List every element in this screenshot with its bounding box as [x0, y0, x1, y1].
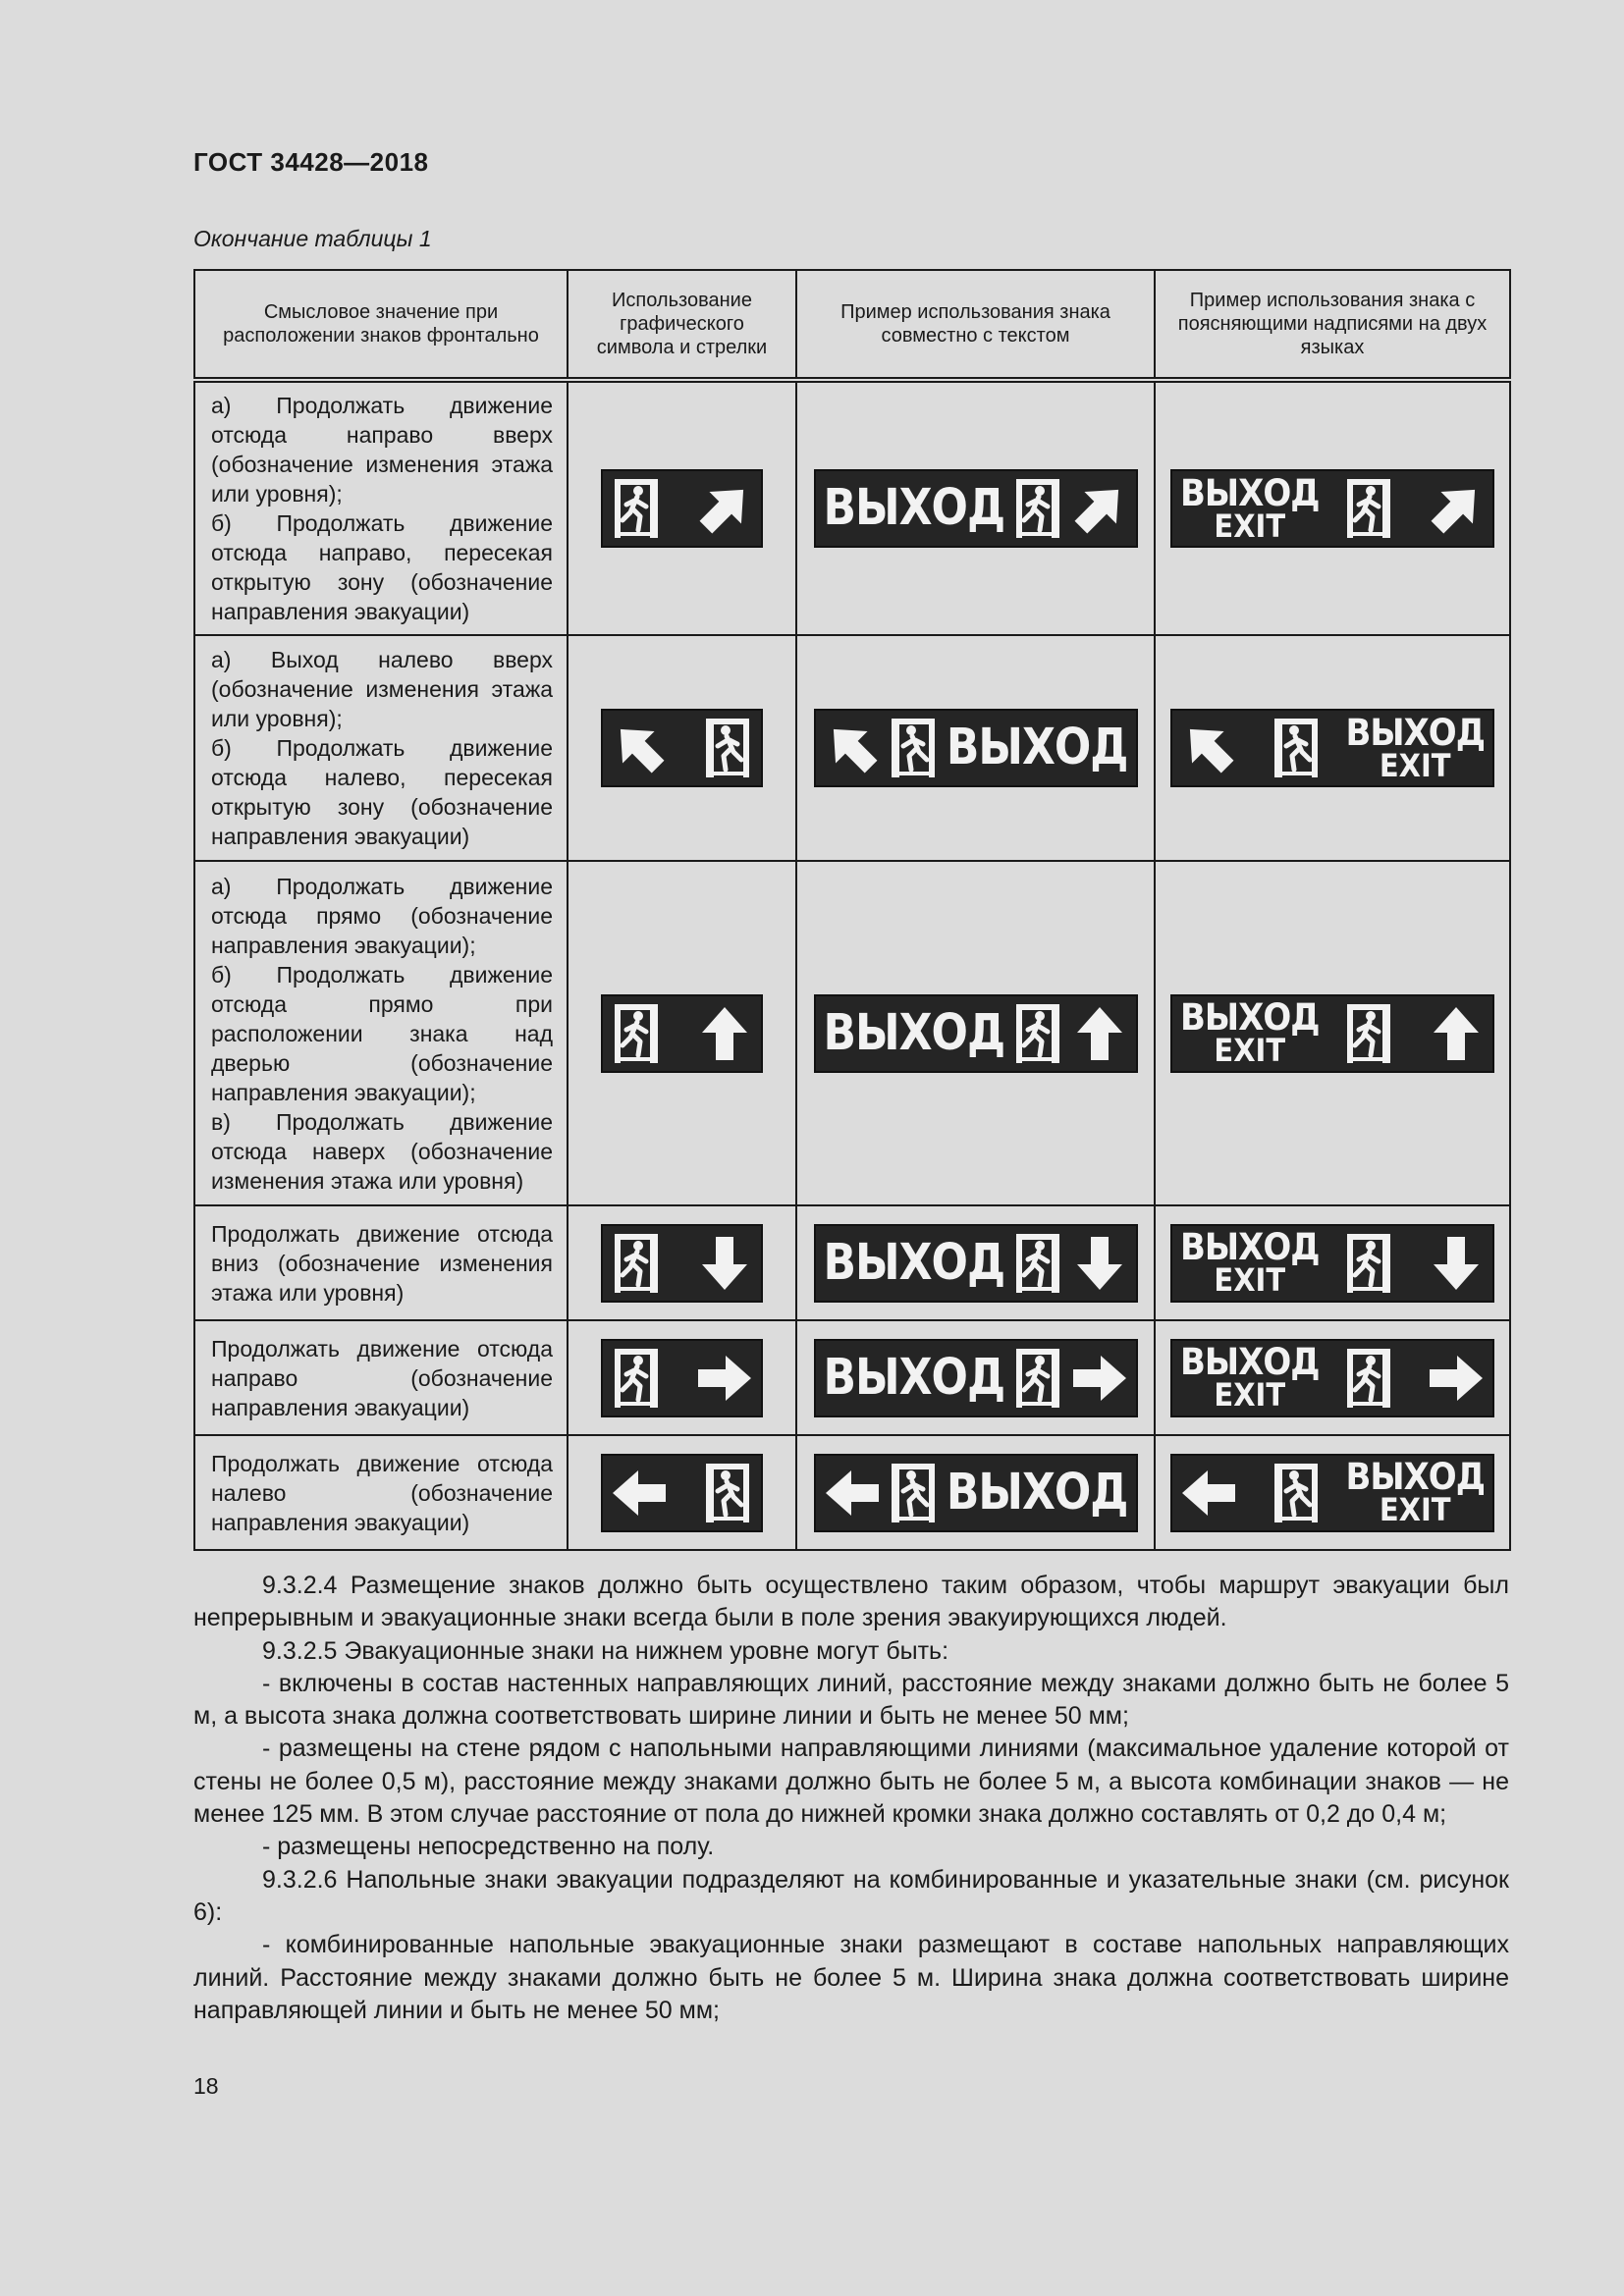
arrow-right-icon [1428, 1348, 1485, 1409]
arrow-up-icon [1071, 1003, 1128, 1064]
meaning-text: б) Продолжать движение отсюда прямо при расположении знака над дверью (обозначение направления эвакуации); [211, 961, 553, 1105]
table-row [194, 635, 1510, 861]
symbol-cell [568, 1320, 796, 1435]
column-header: Смысловое значение при расположении знаков фронтально [194, 270, 568, 380]
text-sign [814, 709, 1138, 787]
signs-table [193, 269, 1511, 1551]
text-sign [814, 1454, 1138, 1532]
meaning-cell [194, 861, 568, 1205]
symbol-sign [601, 1339, 763, 1417]
running-man-icon [611, 1347, 662, 1410]
running-man-icon [1012, 477, 1063, 540]
table-row [194, 861, 1510, 1205]
bilingual-sign [1170, 1454, 1494, 1532]
running-man-icon [1012, 1347, 1063, 1410]
symbol-cell [568, 1205, 796, 1320]
meaning-cell [194, 380, 568, 635]
symbol-sign [601, 994, 763, 1073]
sign-text-ru: ВЫХОД [1345, 1456, 1485, 1499]
text-sign [814, 994, 1138, 1073]
sign-text-ru: ВЫХОД [1180, 1341, 1320, 1384]
meaning-cell [194, 1320, 568, 1435]
bilingual-label [1180, 471, 1320, 545]
bilingual-sign-cell [1155, 1205, 1510, 1320]
paragraph: 9.3.2.5 Эвакуационные знаки на нижнем уровне могут быть: [262, 1636, 949, 1665]
running-man-icon [611, 1002, 662, 1065]
paragraph: - размещены непосредственно на полу. [262, 1833, 715, 1861]
arrow-right-icon [1071, 1348, 1128, 1409]
meaning-cell [194, 1435, 568, 1550]
column-header: Пример использования знака с поясняющими надписями на двух языках [1155, 270, 1510, 380]
text-sign-cell [796, 861, 1155, 1205]
sign-text-ru: ВЫХОД [1180, 1226, 1320, 1269]
running-man-icon [1012, 1232, 1063, 1295]
bilingual-sign [1170, 469, 1494, 548]
symbol-sign [601, 1454, 763, 1532]
meaning-text: Продолжать движение отсюда налево (обозначение направления эвакуации) [211, 1450, 553, 1535]
meaning-text: Продолжать движение отсюда вниз (обозначение изменения этажа или уровня) [211, 1220, 553, 1306]
bilingual-sign-cell [1155, 1320, 1510, 1435]
arrow-down-icon [1071, 1233, 1128, 1294]
running-man-icon [1343, 477, 1394, 540]
symbol-sign [601, 1224, 763, 1303]
sign-text-en: EXIT [1379, 1491, 1451, 1528]
text-sign-cell [796, 1435, 1155, 1550]
text-sign-cell [796, 635, 1155, 861]
meaning-cell [194, 635, 568, 861]
symbol-cell [568, 1435, 796, 1550]
arrow-up-icon [696, 1003, 753, 1064]
arrow-left-icon [824, 1463, 881, 1523]
arrow-down-icon [696, 1233, 753, 1294]
meaning-text: в) Продолжать движение отсюда наверх (обозначение изменения этажа или уровня) [211, 1108, 553, 1194]
bilingual-sign [1170, 1224, 1494, 1303]
symbol-cell [568, 861, 796, 1205]
table-row [194, 1435, 1510, 1550]
symbol-cell [568, 635, 796, 861]
running-man-icon [1012, 1002, 1063, 1065]
bilingual-label [1345, 1456, 1485, 1528]
body-text [193, 1570, 1509, 2027]
meaning-text: б) Продолжать движение отсюда направо, пересекая открытую зону (обозначение направления эвакуации) [211, 510, 553, 624]
paragraph: - включены в состав настенных направляющих линий, расстояние между знаками должно быть не более 5 м, а высота знака должна соответствовать ширине линии и быть не менее 50 мм; [193, 1669, 1509, 1731]
running-man-icon [611, 1232, 662, 1295]
bilingual-sign [1170, 709, 1494, 787]
meaning-text: а) Продолжать движение отсюда направо вверх (обозначение изменения этажа или уровня); [211, 393, 553, 507]
bilingual-sign [1170, 994, 1494, 1073]
bilingual-sign-cell [1155, 1435, 1510, 1550]
bilingual-label [1180, 1341, 1320, 1414]
arrow-up-left-icon [1180, 718, 1237, 778]
table-header-row [194, 270, 1510, 380]
sign-text-ru: ВЫХОД [946, 1463, 1128, 1522]
column-header: Пример использования знака совместно с текстом [796, 270, 1155, 380]
meaning-text: Продолжать движение отсюда направо (обозначение направления эвакуации) [211, 1335, 553, 1420]
text-sign-cell [796, 380, 1155, 635]
table-row [194, 1205, 1510, 1320]
paragraph: 9.3.2.4 Размещение знаков должно быть осуществлено таким образом, чтобы маршрут эвакуации был непрерывным и эвакуационные знаки всегда были в поле зрения эвакуирующихся людей. [193, 1572, 1509, 1632]
paragraph: 9.3.2.6 Напольные знаки эвакуации подразделяют на комбинированные и указательные знаки (см. рисунок 6): [193, 1865, 1509, 1926]
running-man-icon [888, 717, 939, 779]
table-row [194, 1320, 1510, 1435]
meaning-cell [194, 1205, 568, 1320]
bilingual-sign [1170, 1339, 1494, 1417]
sign-text-ru: ВЫХОД [823, 1348, 1005, 1407]
document-header: ГОСТ 34428—2018 [193, 147, 429, 177]
sign-text-ru: ВЫХОД [823, 1233, 1005, 1292]
running-man-icon [1343, 1002, 1394, 1065]
text-sign-cell [796, 1320, 1155, 1435]
bilingual-sign-cell [1155, 861, 1510, 1205]
arrow-right-icon [696, 1348, 753, 1409]
text-sign [814, 1339, 1138, 1417]
running-man-icon [702, 1462, 753, 1524]
arrow-up-right-icon [696, 478, 753, 539]
arrow-left-icon [611, 1463, 668, 1523]
symbol-cell [568, 380, 796, 635]
sign-text-en: EXIT [1214, 1261, 1286, 1299]
page-number: 18 [193, 2073, 219, 2099]
bilingual-sign-cell [1155, 380, 1510, 635]
running-man-icon [702, 717, 753, 779]
sign-text-ru: ВЫХОД [1180, 471, 1320, 515]
arrow-up-icon [1428, 1003, 1485, 1064]
sign-text-en: EXIT [1214, 507, 1286, 545]
running-man-icon [1343, 1347, 1394, 1410]
table-caption: Окончание таблицы 1 [193, 226, 432, 251]
running-man-icon [1271, 717, 1322, 779]
bilingual-label [1180, 1226, 1320, 1299]
bilingual-label [1345, 711, 1485, 784]
sign-text-ru: ВЫХОД [1345, 711, 1485, 755]
text-sign [814, 1224, 1138, 1303]
running-man-icon [1343, 1232, 1394, 1295]
bilingual-sign-cell [1155, 635, 1510, 861]
sign-text-en: EXIT [1379, 746, 1451, 784]
sign-text-ru: ВЫХОД [823, 479, 1005, 537]
sign-text-ru: ВЫХОД [823, 1003, 1005, 1062]
column-header: Использование графического символа и стрелки [568, 270, 796, 380]
bilingual-label [1180, 996, 1320, 1069]
arrow-up-left-icon [611, 718, 668, 778]
paragraph: - комбинированные напольные эвакуационные знаки размещают в составе напольных направляющих линий. Расстояние между знаками должно быть не более 5 м. Ширина знака должна соответствовать ширине направляющей линии и быть не менее 50 мм; [193, 1931, 1509, 2024]
running-man-icon [611, 477, 662, 540]
arrow-up-right-icon [1428, 478, 1485, 539]
sign-text-ru: ВЫХОД [946, 719, 1128, 776]
running-man-icon [888, 1462, 939, 1524]
text-sign-cell [796, 1205, 1155, 1320]
text-sign [814, 469, 1138, 548]
meaning-text: б) Продолжать движение отсюда налево, пересекая открытую зону (обозначение направления эвакуации) [211, 735, 553, 849]
symbol-sign [601, 709, 763, 787]
sign-text-en: EXIT [1214, 1032, 1286, 1069]
paragraph: - размещены на стене рядом с напольными направляющими линиями (максимальное удаление которой от стены не более 0,5 м), расстояние между знаками должно быть не более 5 м, а высота комбинации знаков — не менее 125 мм. В этом случае расстояние от пола до нижней кромки знака должно составлять от 0,2 до 0,4 м; [193, 1735, 1509, 1829]
running-man-icon [1271, 1462, 1322, 1524]
meaning-text: а) Продолжать движение отсюда прямо (обозначение направления эвакуации); [211, 873, 553, 958]
meaning-text: а) Выход налево вверх (обозначение изменения этажа или уровня); [211, 647, 553, 731]
arrow-left-icon [1180, 1463, 1237, 1523]
arrow-up-left-icon [824, 718, 881, 778]
table-row [194, 380, 1510, 635]
arrow-down-icon [1428, 1233, 1485, 1294]
sign-text-ru: ВЫХОД [1180, 996, 1320, 1040]
sign-text-en: EXIT [1214, 1376, 1286, 1414]
symbol-sign [601, 469, 763, 548]
arrow-up-right-icon [1071, 478, 1128, 539]
